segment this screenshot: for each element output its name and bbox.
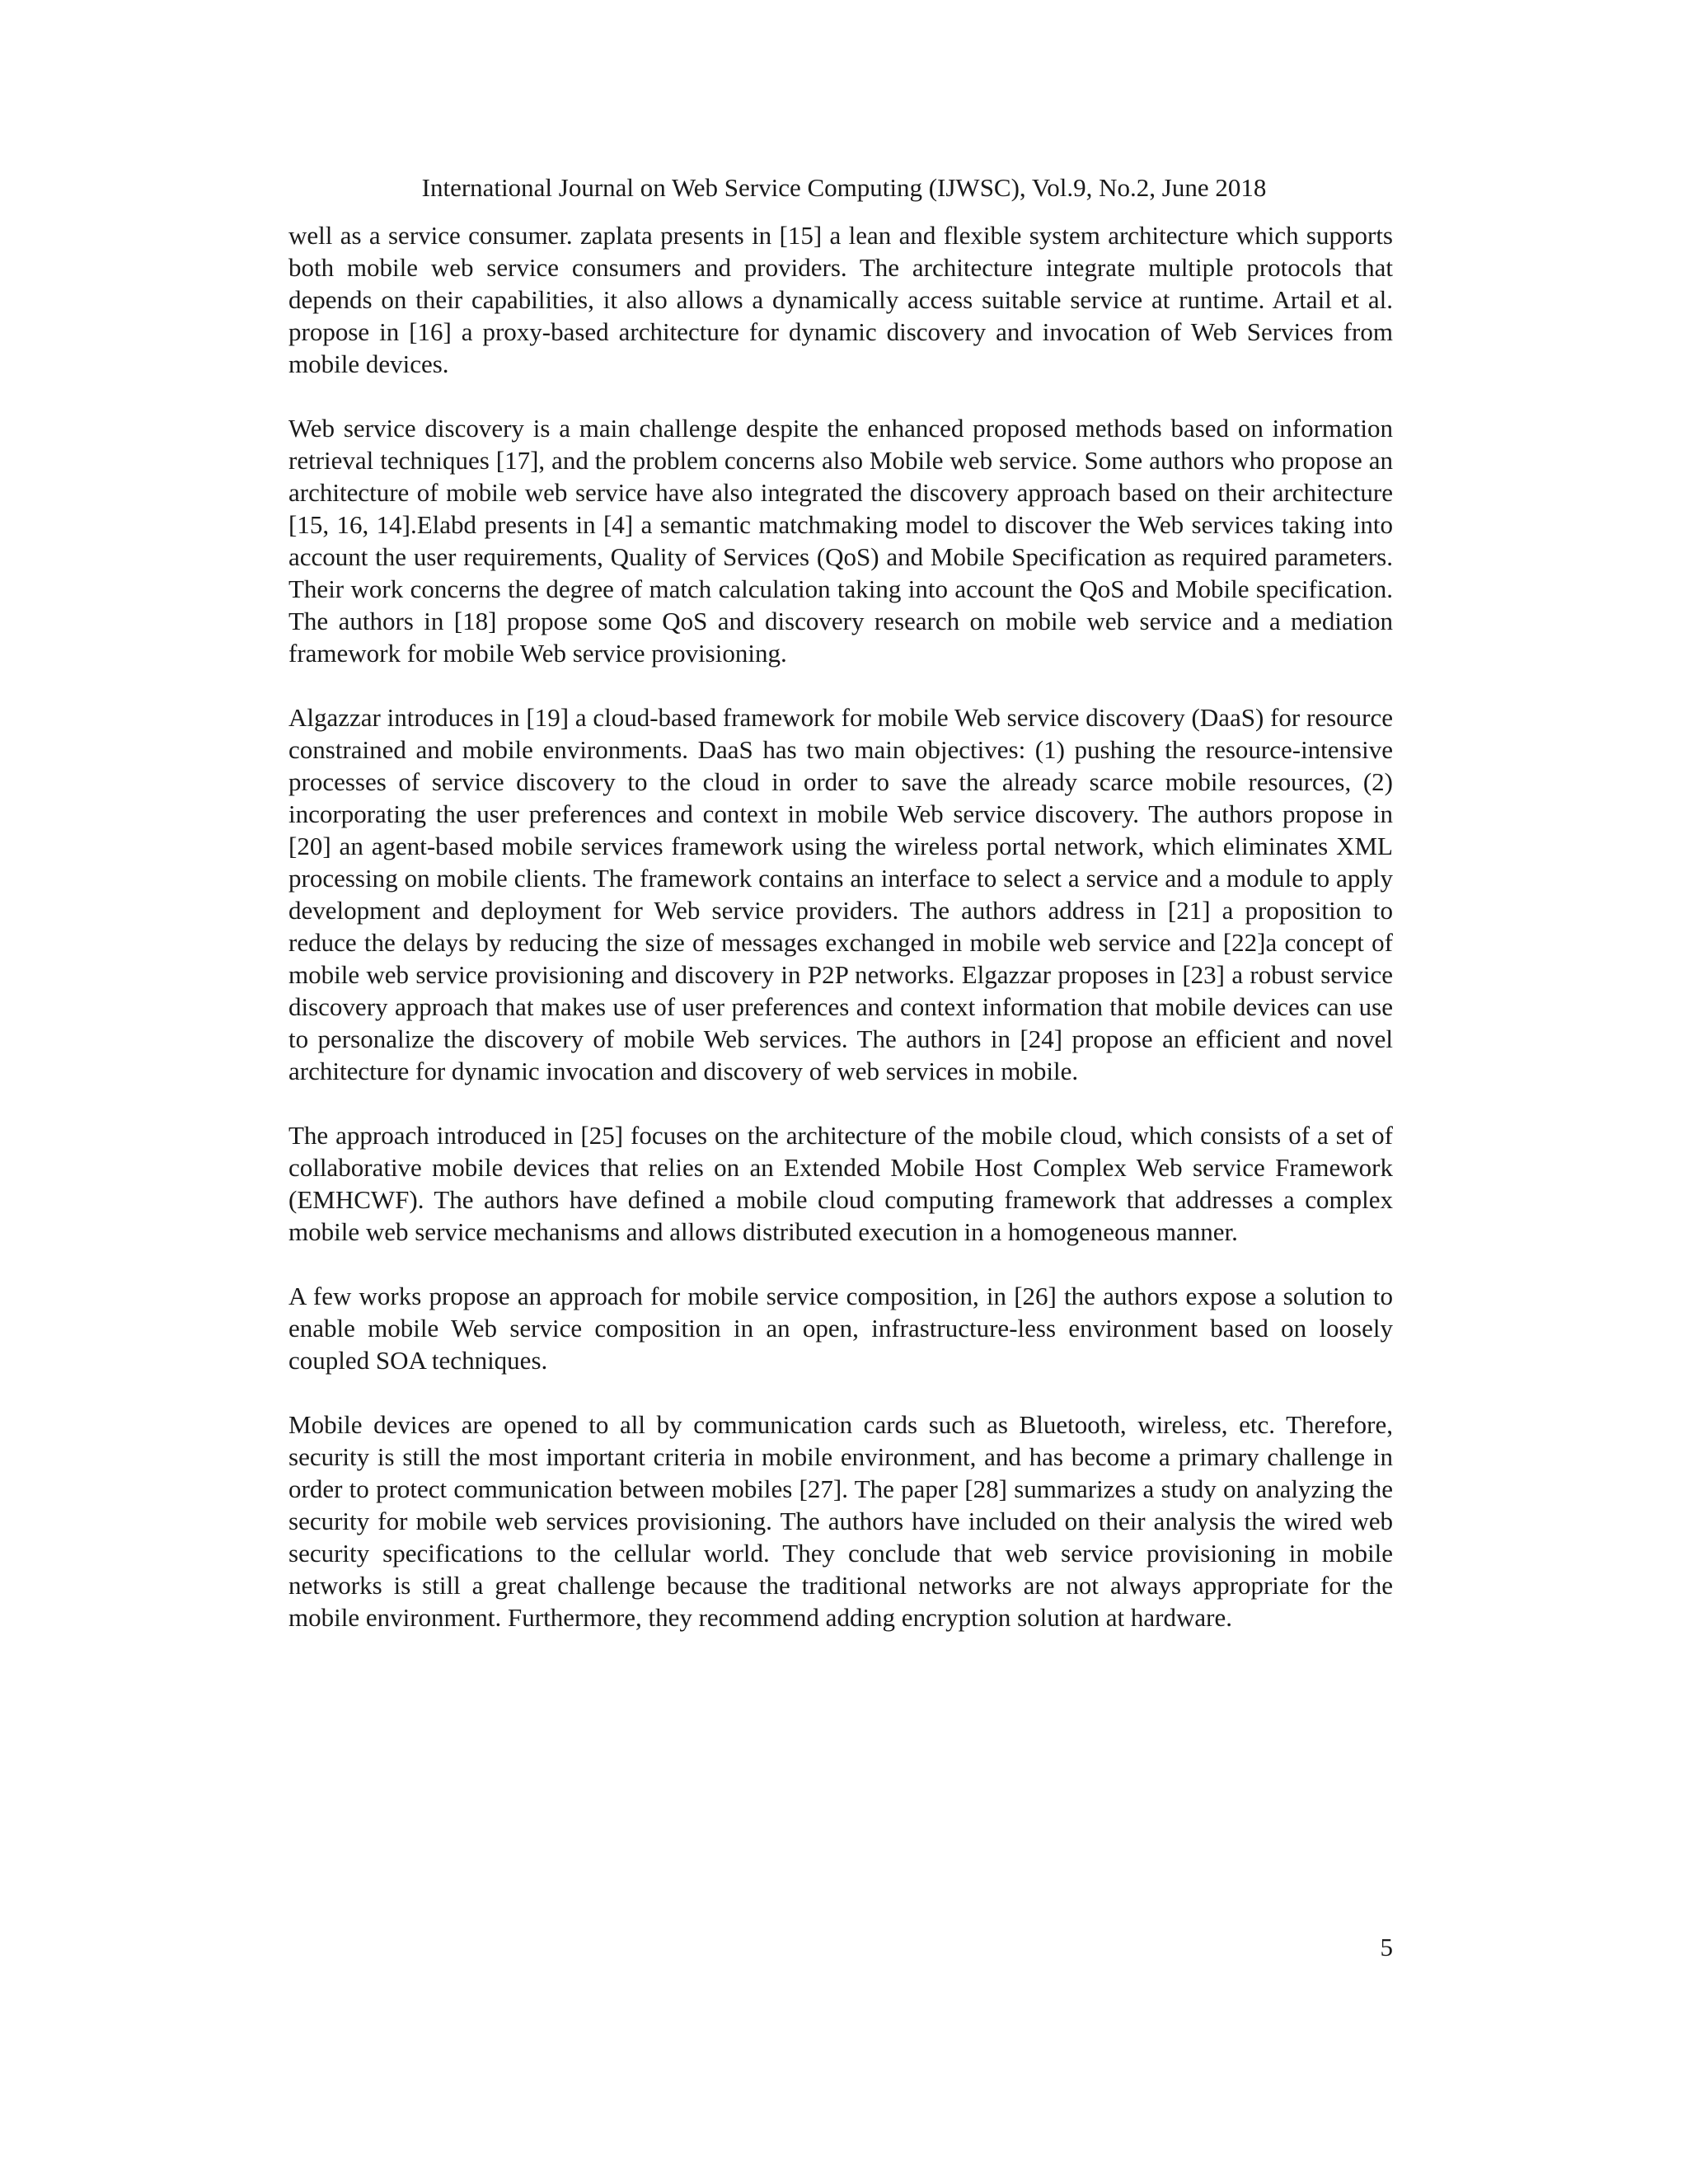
journal-running-header: International Journal on Web Service Computing (IJWSC), Vol.9, No.2, June 2018 (421, 173, 1267, 202)
paragraph-related-architectures: well as a service consumer. zaplata presents in [15] a lean and flexible system architecture which supports both mobile web service consumers and providers. The architecture integrate multiple protocols that depends on their capabilities, it also allows a dynamically access suitable service at runtime. Artail et al. propose in [16] a proxy-based architecture for dynamic discovery and invocation of Web Services from mobile devices. (288, 221, 1393, 378)
paragraph-service-discovery: Web service discovery is a main challenge despite the enhanced proposed methods based on information retrieval techniques [17], and the problem concerns also Mobile web service. Some authors who propose an architecture of mobile web service have also integrated the discovery approach based on their architecture [15, 16, 14].Elabd presents in [4] a semantic matchmaking model to discover the Web services taking into account the user requirements, Quality of Services (QoS) and Mobile Specification as required parameters. Their work concerns the degree of match calculation taking into account the QoS and Mobile specification. The authors in [18] propose some QoS and discovery research on mobile web service and a mediation framework for mobile Web service provisioning. (288, 414, 1393, 668)
page-number: 5 (1380, 1933, 1393, 1961)
paragraph-mobile-security: Mobile devices are opened to all by communication cards such as Bluetooth, wireless, etc. Therefore, security is still the most important criteria in mobile environment, and has become a primary challenge in order to protect communication between mobiles [27]. The paper [28] summarizes a study on analyzing the security for mobile web services provisioning. The authors have included on their analysis the wired web security specifications to the cellular world. They conclude that web service provisioning in mobile networks is still a great challenge because the traditional networks are not always appropriate for the mobile environment. Furthermore, they recommend adding encryption solution at hardware. (288, 1410, 1393, 1632)
paragraph-cloud-discovery: Algazzar introduces in [19] a cloud-based framework for mobile Web service discovery (DaaS) for resource constrained and mobile environments. DaaS has two main objectives: (1) pushing the resource-intensive processes of service discovery to the cloud in order to save the already scarce mobile resources, (2) incorporating the user preferences and context in mobile Web service discovery. The authors propose in [20] an agent-based mobile services framework using the wireless portal network, which eliminates XML processing on mobile clients. The framework contains an interface to select a service and a module to apply development and deployment for Web service providers. The authors address in [21] a proposition to reduce the delays by reducing the size of messages exchanged in mobile web service and [22]a concept of mobile web service provisioning and discovery in P2P networks. Elgazzar proposes in [23] a robust service discovery approach that makes use of user preferences and context information that mobile devices can use to personalize the discovery of mobile Web services. The authors in [24] propose an efficient and novel architecture for dynamic invocation and discovery of web services in mobile. (288, 703, 1393, 1085)
body-text-column (288, 219, 1393, 1666)
paragraph-mobile-cloud: The approach introduced in [25] focuses on the architecture of the mobile cloud, which consists of a set of collaborative mobile devices that relies on an Extended Mobile Host Complex Web service Framework (EMHCWF). The authors have defined a mobile cloud computing framework that addresses a complex mobile web service mechanisms and allows distributed execution in a homogeneous manner. (288, 1121, 1393, 1246)
paragraph-service-composition: A few works propose an approach for mobile service composition, in [26] the authors expose a solution to enable mobile Web service composition in an open, infrastructure-less environment based on loosely coupled SOA techniques. (288, 1282, 1393, 1375)
